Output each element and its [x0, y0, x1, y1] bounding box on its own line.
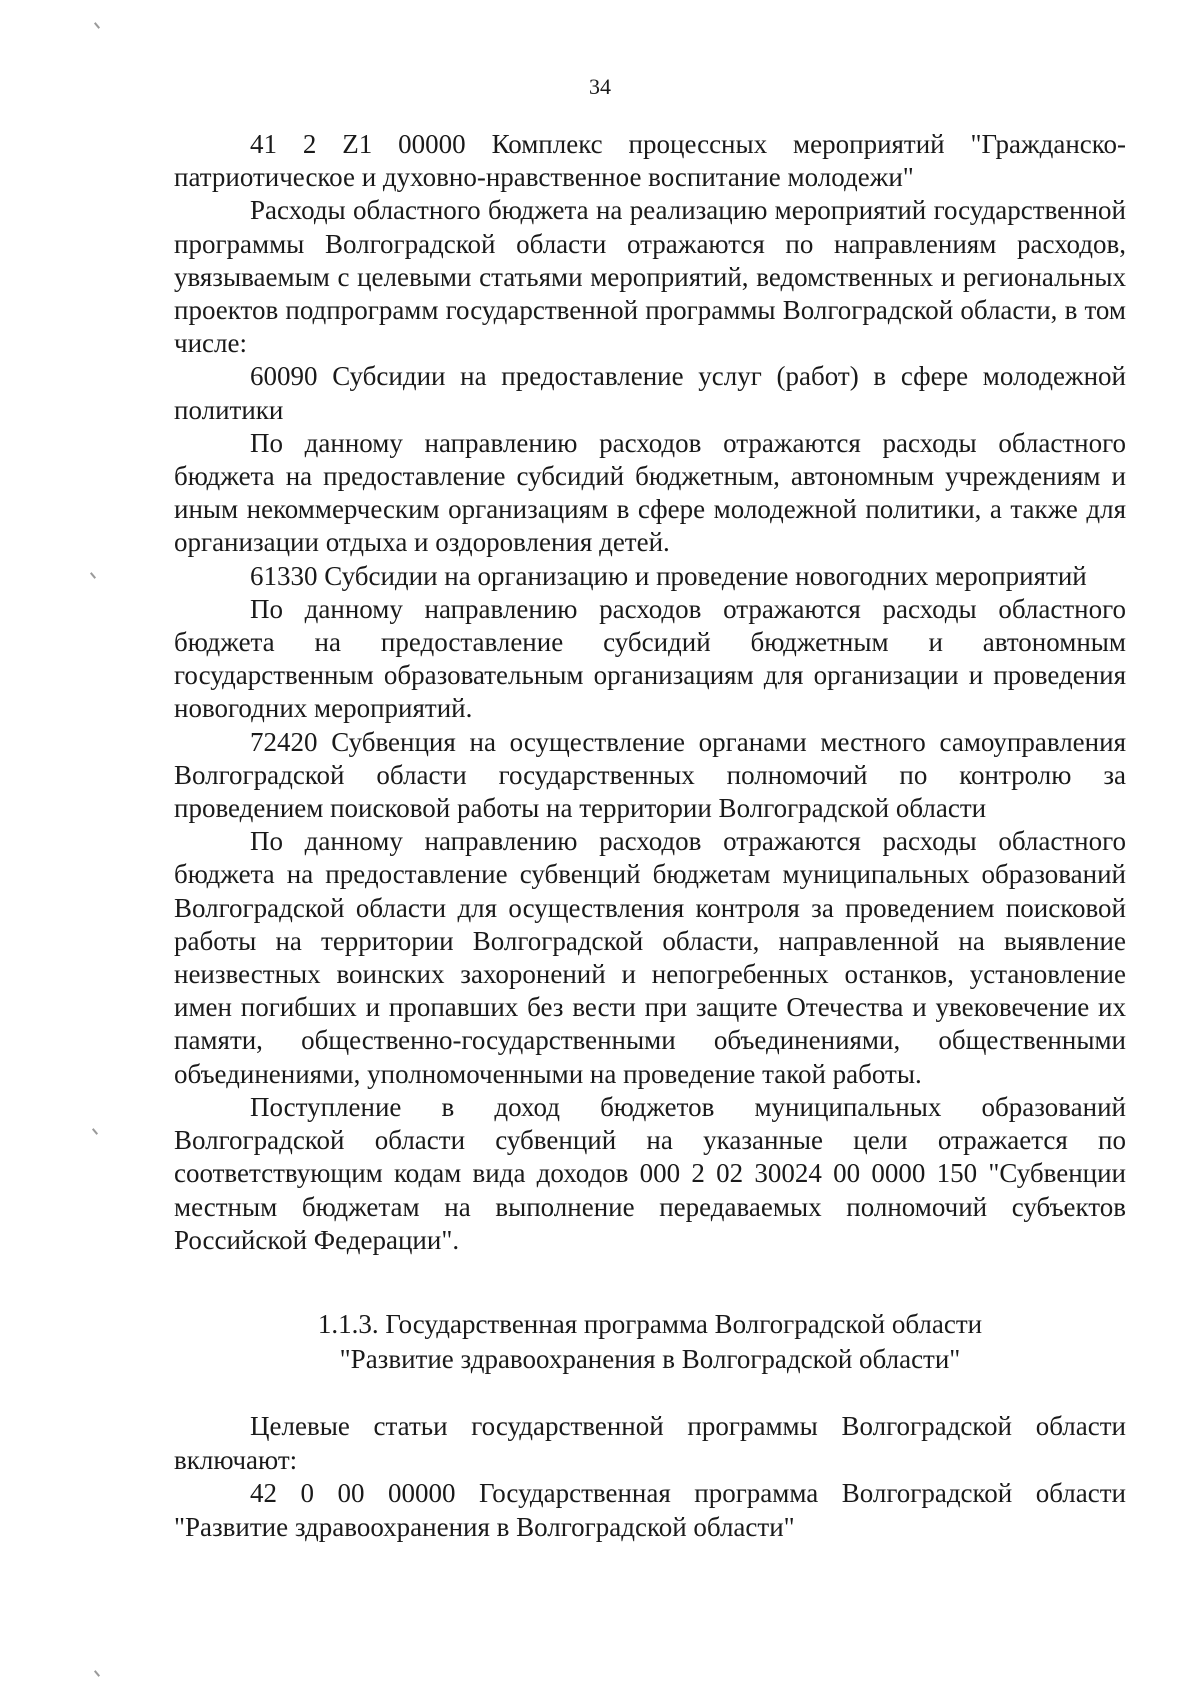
paragraph-code-61330: 61330 Субсидии на организацию и проведение новогодних мероприятий: [250, 560, 1087, 591]
paragraph-income-receipt: Поступление в доход бюджетов муниципальных образований Волгоградской области субвенций на указанные цели отражается по соответствующим кодам вида доходов 000 2 02 30024 00 0000 150 "Субвенции местным бюджетам на выполнение передаваемых полномочий субъектов Российской Федерации".: [174, 1091, 1126, 1255]
page-number: 34: [589, 74, 611, 99]
section-heading-line-2: "Развитие здравоохранения в Волгоградской области": [339, 1344, 961, 1374]
body-text: [174, 128, 1126, 1257]
paragraph-target-article-41-2-z1: 41 2 Z1 00000 Комплекс процессных мероприятий "Гражданско-патриотическое и духовно-нравственное воспитание молодежи": [174, 129, 1126, 193]
paragraph-61330-description: По данному направлению расходов отражаются расходы областного бюджета на предоставление субсидий бюджетным и автономным государственным образовательным организациям для организации и проведения новогодних мероприятий.: [174, 593, 1126, 724]
paragraph-code-72420: 72420 Субвенция на осуществление органами местного самоуправления Волгоградской области государственных полномочий по контролю за проведением поисковой работы на территории Волгоградской области: [174, 726, 1126, 824]
section-heading-line-1: 1.1.3. Государственная программа Волгоградской области: [317, 1309, 983, 1339]
scan-speck: [90, 572, 96, 579]
paragraph-code-60090: 60090 Субсидии на предоставление услуг (работ) в сфере молодежной политики: [174, 361, 1126, 425]
scan-speck: [94, 22, 100, 29]
scan-speck: [94, 1670, 100, 1677]
paragraph-72420-description: По данному направлению расходов отражаются расходы областного бюджета на предоставление субвенций бюджетам муниципальных образований Волгоградской области для осуществления контроля за проведением поисковой работы на территории Волгоградской области, направленной на выявление неизвестных воинских захоронений и непогребенных останков, установление имен погибших и пропавших без вести при защите Отечества и увековечение их памяти, общественно-государственными объединениями, общественными объединениями, уполномоченными на проведение такой работы.: [174, 826, 1126, 1089]
paragraph-budget-expenses-intro: Расходы областного бюджета на реализацию мероприятий государственной программы Волгоградской области отражаются по направлениям расходов, увязываемым с целевыми статьями мероприятий, ведомственных и региональных проектов подпрограмм государственной программы Волгоградской области, в том числе:: [174, 195, 1126, 359]
section-body-text: [174, 1410, 1126, 1544]
section-heading: [174, 1307, 1126, 1377]
scan-speck: [92, 1128, 98, 1135]
paragraph-60090-description: По данному направлению расходов отражаются расходы областного бюджета на предоставление субсидий бюджетным, автономным учреждениям и иным некоммерческим организациям в сфере молодежной политики, а также для организации отдыха и оздоровления детей.: [174, 427, 1126, 558]
paragraph-target-articles-include: Целевые статьи государственной программы Волгоградской области включают:: [174, 1411, 1126, 1475]
paragraph-code-42-0-00: 42 0 00 00000 Государственная программа Волгоградской области "Развитие здравоохранения в Волгоградской области": [174, 1478, 1126, 1542]
